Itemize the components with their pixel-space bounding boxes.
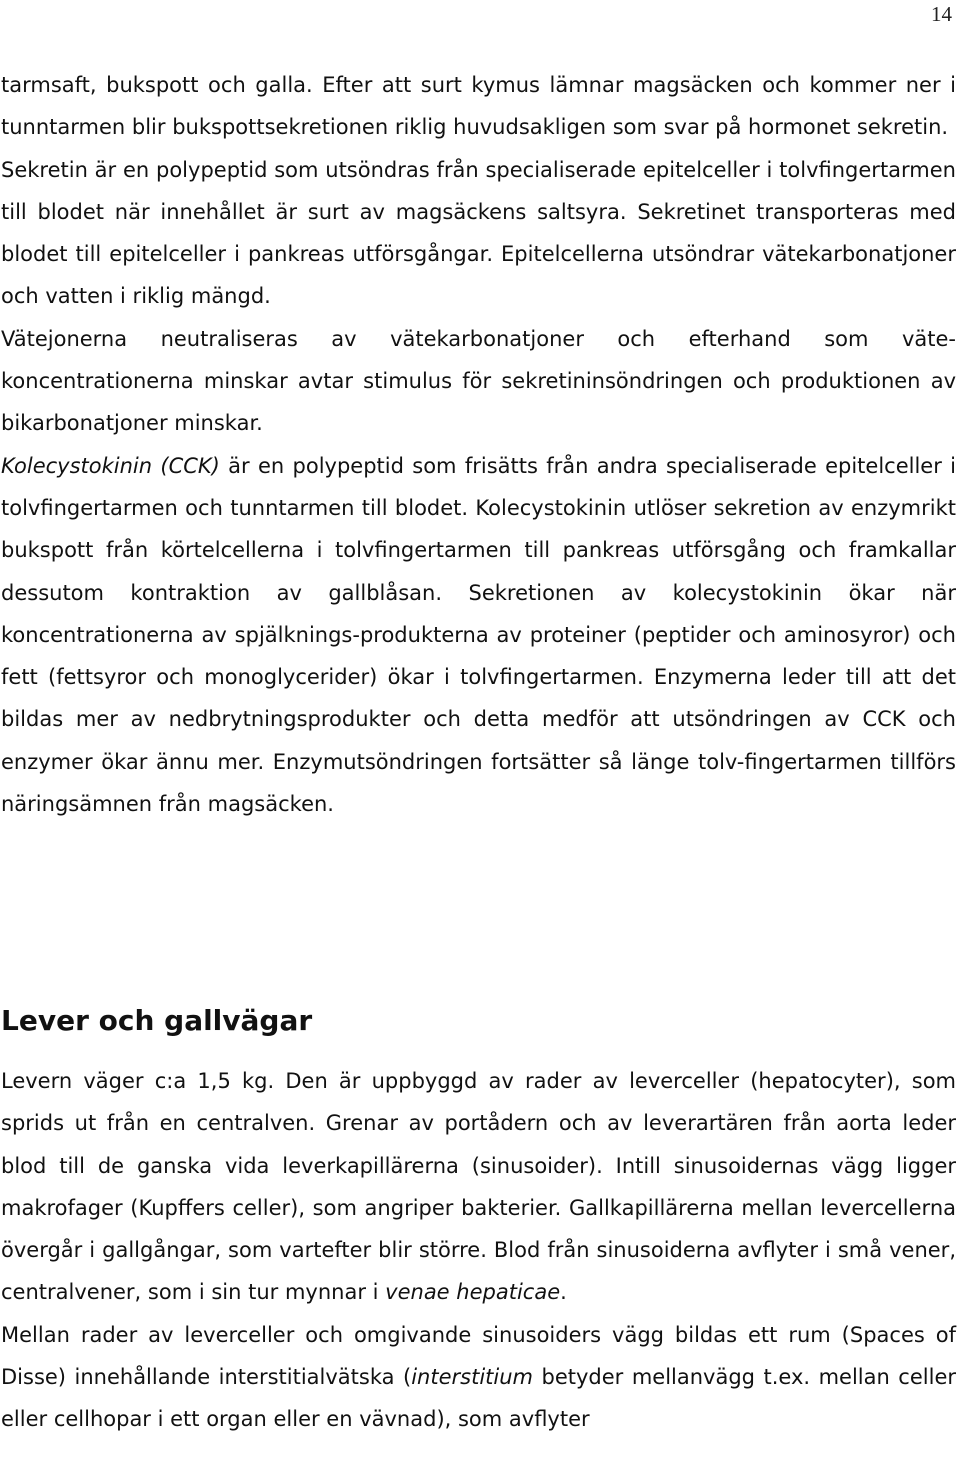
paragraph-liver xyxy=(1,1060,956,1314)
paragraph-sekretin: Sekretin är en polypeptid som utsöndras från specialiserade epitelceller i tolvfingertarmen till blodet när innehållet är surt av magsäckens saltsyra. Sekretinet transporteras med blodet till epitelceller i pankreas utförsgångar. Epitelcellerna utsöndrar vätekarbonatjoner och vatten i riklig mängd. xyxy=(1,157,956,309)
section-heading: Lever och gallvägar xyxy=(1,1004,313,1037)
term-interstitium: interstitium xyxy=(411,1365,533,1390)
body-text-bottom xyxy=(1,1060,956,1441)
cck-text: är en polypeptid som frisätts från andra specialiserade epitelceller i tolvfingertarmen och tunntarmen till blodet. Kolecystokinin utlöser sekretion av enzymrikt bukspott från körtelcellerna i tolvfingertarmen till pankreas utförsgång och framkallar dessutom kontraktion av gallblåsan. Sekretionen av kolecystokinin ökar när koncentrationerna av spjälknings-produkterna av proteiner (peptider och aminosyror) och fett (fettsyror och monoglycerider) ökar i tolvfingertarmen. Enzymerna leder till att det bildas mer av nedbrytningsprodukter och detta medför att utsöndringen av CCK och enzymer ökar ännu mer. Enzymutsöndringen fortsätter så länge tolv-fingertarmen tillförs näringsämnen från magsäcken. xyxy=(1,453,957,817)
paragraph-intro: tarmsaft, bukspott och galla. Efter att surt kymus lämnar magsäcken och kommer ner i tunntarmen blir bukspottsekretionen riklig huvudsakligen som svar på hormonet sekretin. xyxy=(1,73,956,140)
body-text-top xyxy=(1,64,956,825)
term-venae-hepaticae: venae hepaticae xyxy=(385,1280,561,1305)
liver-text: Levern väger c:a 1,5 kg. Den är uppbyggd av rader av leverceller (hepatocyter), som sprids ut från en centralven. Grenar av portådern och av leverartären från aorta leder blod till de ganska vida leverkapillärerna (sinusoider). Intill sinusoidernas vägg ligger makrofager (Kupffers celler), som angriper bakterier. Gallkapillärerna mellan levercellerna övergår i gallgångar, som vartefter blir större. Blod från sinusoiderna avflyter i små vener, centralvener, som i sin tur mynnar i xyxy=(1,1069,956,1305)
disse-after: betyder mellanvägg t.ex. mellan celler eller cellhopar i ett organ eller en vävnad), som avflyter xyxy=(1,1365,956,1432)
paragraph-cck xyxy=(1,445,956,826)
term-cck: Kolecystokinin (CCK) xyxy=(1,453,220,478)
liver-end: . xyxy=(560,1280,567,1305)
disse-before: Mellan rader av leverceller och omgivande sinusoiders vägg bildas ett rum (Spaces of Disse) innehållande interstitialvätska ( xyxy=(1,1322,956,1390)
paragraph-disse xyxy=(1,1314,956,1441)
page-number: 14 xyxy=(931,2,952,26)
paragraph-vatejoner: Vätejonerna neutraliseras av vätekarbonatjoner och efterhand som väte-koncentrationerna minskar avtar stimulus för sekretininsöndringen och produktionen av bikarbonatjoner minskar. xyxy=(1,326,956,436)
